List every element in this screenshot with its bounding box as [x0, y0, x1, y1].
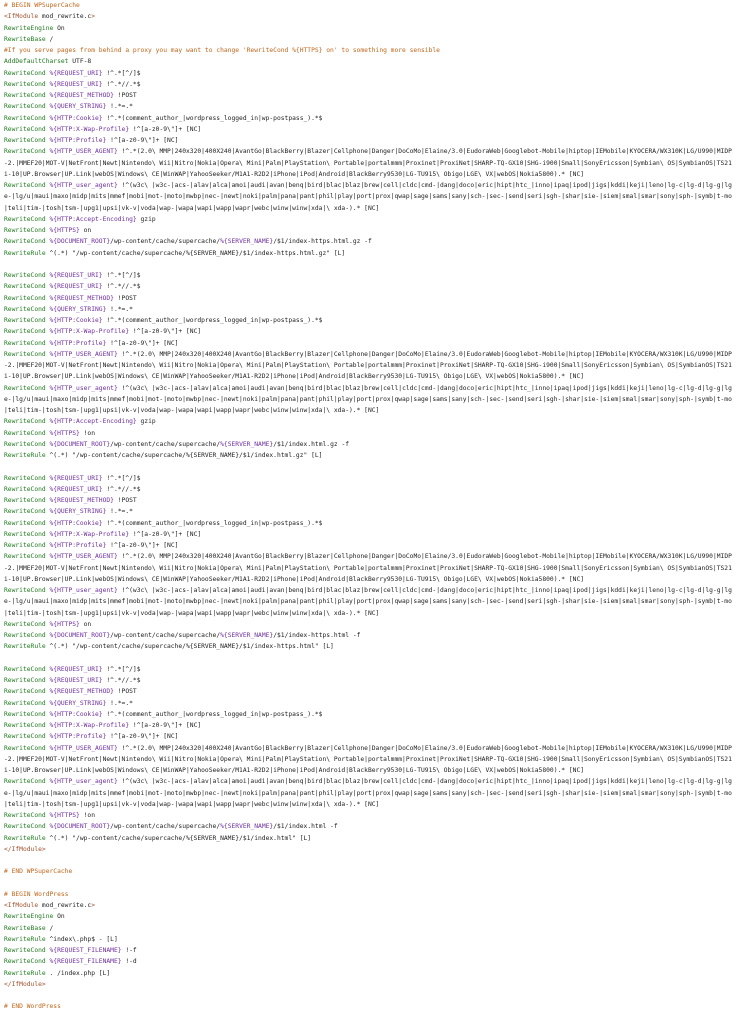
code-token-variable: %{SERVER_NAME}	[220, 238, 274, 246]
code-token-variable: %{HTTP:Accept-Encoding}	[49, 215, 137, 223]
code-token-variable: %{QUERY_STRING}	[49, 305, 107, 313]
code-token-text: ^(.*) "/wp-content/cache/supercache/%{SERVER_NAME}/$1/index.html.gz" [L]	[45, 452, 323, 459]
code-token-text: !^.*[^/]$	[102, 474, 141, 482]
code-token-keyword: RewriteCond	[4, 699, 46, 707]
code-line	[4, 79, 735, 90]
code-line	[4, 34, 735, 45]
code-token-text: gzip	[136, 215, 156, 223]
code-token-keyword: RewriteCond	[4, 215, 46, 223]
code-token-variable: %{DOCUMENT_ROOT}	[49, 440, 111, 448]
code-line	[4, 585, 735, 619]
code-token-text: !^.*(comment_author_|wordpress_logged_in|wp-postpass_).*$	[102, 710, 323, 718]
code-line	[4, 529, 735, 540]
code-line	[4, 979, 735, 990]
code-token-text: ^(.*) "/wp-content/cache/supercache/%{SERVER_NAME}/$1/index.html" [L]	[45, 834, 312, 842]
code-token-text: /$1/index-https.html -f	[273, 632, 361, 639]
code-token-text: !.*=.*	[106, 305, 133, 313]
code-token-variable: %{DOCUMENT_ROOT}	[49, 238, 111, 246]
code-token-keyword: RewriteCond	[4, 530, 46, 538]
code-token-variable: %{HTTP:Profile}	[49, 137, 107, 144]
code-token-text: !^[a-z0-9\"]+ [NC]	[106, 542, 179, 549]
code-line	[4, 473, 735, 484]
code-token-keyword: RewriteCond	[4, 103, 46, 111]
code-line	[4, 619, 735, 630]
code-token-variable: %{HTTP:X-Wap-Profile}	[49, 328, 130, 336]
code-line	[4, 259, 735, 270]
code-token-keyword: RewriteCond	[4, 812, 46, 819]
code-line	[4, 326, 735, 337]
code-line	[4, 630, 735, 641]
code-line	[4, 821, 735, 832]
code-token-text: !.*=.*	[106, 699, 133, 707]
code-token-keyword: RewriteCond	[4, 485, 46, 493]
code-token-keyword: RewriteCond	[4, 92, 46, 99]
code-token-keyword: RewriteCond	[4, 227, 46, 234]
code-token-text: /$1/index.html -f	[273, 823, 338, 831]
code-token-variable: %{REQUEST_URI}	[49, 665, 103, 673]
code-token-keyword: RewriteBase	[4, 924, 46, 932]
code-line	[4, 934, 735, 945]
code-token-variable: %{REQUEST_URI}	[49, 69, 103, 77]
code-token-text: !^.*//.*$	[102, 80, 141, 88]
code-token-keyword: RewriteRule	[4, 935, 46, 943]
code-token-text: !^[a-z0-9\"]+ [NC]	[106, 137, 179, 144]
code-line	[4, 686, 735, 697]
code-token-keyword: RewriteCond	[4, 418, 46, 426]
code-token-keyword: RewriteCond	[4, 497, 46, 504]
code-token-comment: # BEGIN WPSuperCache	[4, 2, 80, 9]
code-token-variable: %{HTTP:Cookie}	[49, 519, 103, 527]
code-token-keyword: RewriteCond	[4, 350, 46, 358]
code-token-keyword: RewriteCond	[4, 587, 46, 594]
code-token-text: !-f	[121, 947, 137, 954]
code-token-keyword: RewriteCond	[4, 744, 46, 752]
code-token-text: !^.*(2.0\ MMP|240x320|400X240|AvantGo|BlackBerry|Blazer|Cellphone|Danger|DoCoMo|Elaine/3.0|EudoraWeb|Googlebot-Mobile|hiptop|IEMobile|KYOCERA/WX310K|LG/U990|MIDP-2.|MMEF20|MOT-V|NetFront|Newt|Nintendo\ Wii|Nitro|Nokia|Opera\ Mini|Palm|PlayStation\ Portable|portalmmm|Proxinet|ProxiNet|SHARP-TQ-GX10|SHG-i900|Small|SonyEricsson|Symbian\ OS|SymbianOS|TS21i-10|UP.Browser|UP.Link|webOS|Windows\ CE|WinWAP|YahooSeeker/M1A1-R2D2|iPhone|iPod|Android|BlackBerry9530|LG-TU915\ Obigo|LGE\ VX|webOS|Nokia5800).* [NC]	[4, 148, 732, 178]
code-token-text: ^(.*) "/wp-content/cache/supercache/%{SERVER_NAME}/$1/index-https.html" [L]	[45, 643, 334, 651]
code-token-variable: %{HTTPS}	[49, 429, 80, 437]
code-token-variable: %{REQUEST_METHOD}	[49, 92, 114, 99]
code-token-keyword: RewriteCond	[4, 182, 46, 189]
code-token-text: !^[a-z0-9\"]+ [NC]	[129, 328, 202, 336]
code-line	[4, 439, 735, 450]
code-token-variable: %{SERVER_NAME}	[220, 823, 274, 831]
code-line	[4, 293, 735, 304]
code-token-text: !-d	[121, 958, 137, 966]
code-token-variable: %{SERVER_NAME}	[220, 440, 274, 448]
code-token-text: !^.*(2.0\ MMP|240x320|400X240|AvantGo|BlackBerry|Blazer|Cellphone|Danger|DoCoMo|Elaine/3.0|EudoraWeb|Googlebot-Mobile|hiptop|IEMobile|KYOCERA/WX310K|LG/U990|MIDP-2.|MMEF20|MOT-V|NetFront|Newt|Nintendo\ Wii|Nitro|Nokia|Opera\ Mini|Palm|PlayStation\ Portable|portalmmm|Proxinet|ProxiNet|SHARP-TQ-GX10|SHG-i900|Small|SonyEricsson|Symbian\ OS|SymbianOS|TS21i-10|UP.Browser|UP.Link|webOS|Windows\ CE|WinWAP|YahooSeeker/M1A1-R2D2|iPhone|iPod|Android|BlackBerry9530|LG-TU915\ Obigo|LGE\ VX|webOS|Nokia5800).* [NC]	[4, 350, 732, 381]
code-token-variable: %{DOCUMENT_ROOT}	[49, 823, 111, 831]
code-line	[4, 383, 735, 417]
code-token-keyword: RewriteCond	[4, 542, 46, 549]
code-line	[4, 113, 735, 124]
code-token-keyword: RewriteCond	[4, 632, 46, 639]
code-token-keyword: RewriteCond	[4, 947, 46, 954]
code-token-variable: %{HTTP:Profile}	[49, 339, 107, 347]
code-line	[4, 23, 735, 34]
code-token-keyword: RewriteCond	[4, 137, 46, 144]
code-line	[4, 540, 735, 551]
code-token-variable: %{DOCUMENT_ROOT}	[49, 632, 111, 639]
code-token-variable: %{HTTP_user_agent}	[49, 384, 118, 392]
code-line	[4, 68, 735, 79]
code-token-variable: %{REQUEST_URI}	[49, 677, 103, 684]
code-line	[4, 315, 735, 326]
code-token-text: !^[a-z0-9\"]+ [NC]	[129, 530, 202, 538]
code-token-variable: %{HTTP:Cookie}	[49, 710, 103, 718]
code-token-text: . /index.php [L]	[45, 969, 111, 977]
code-token-variable: %{HTTP:Profile}	[49, 542, 107, 549]
code-token-text: ^(.*) "/wp-content/cache/supercache/%{SERVER_NAME}/$1/index-https.html.gz" [L]	[45, 249, 346, 257]
code-line	[4, 855, 735, 866]
code-token-keyword: RewriteCond	[4, 733, 46, 741]
code-token-keyword: RewriteCond	[4, 125, 46, 133]
code-line	[4, 225, 735, 236]
code-token-text: !.*=.*	[106, 103, 133, 111]
code-token-keyword: RewriteCond	[4, 384, 46, 392]
code-token-keyword: RewriteCond	[4, 823, 46, 831]
code-token-text: !^[a-z0-9\"]+ [NC]	[129, 722, 202, 729]
code-token-tag: </IfModule>	[4, 980, 46, 988]
code-token-keyword: RewriteCond	[4, 710, 46, 718]
code-line	[4, 270, 735, 281]
code-line	[4, 844, 735, 855]
code-token-keyword: RewriteRule	[4, 834, 46, 842]
code-line	[4, 709, 735, 720]
code-token-text: /wp-content/cache/supercache/	[110, 238, 221, 246]
code-token-variable: %{HTTP:Cookie}	[49, 114, 103, 122]
code-token-keyword: RewriteCond	[4, 722, 46, 729]
code-token-variable: %{HTTP_user_agent}	[49, 778, 118, 786]
code-line	[4, 551, 735, 585]
code-token-text: !^.*[^/]$	[102, 272, 141, 279]
code-token-keyword: RewriteCond	[4, 283, 46, 291]
code-token-variable: %{HTTPS}	[49, 227, 80, 234]
code-token-tag: </IfModule>	[4, 845, 46, 853]
code-token-keyword: RewriteCond	[4, 305, 46, 313]
code-token-text: /	[45, 35, 54, 43]
code-line	[4, 124, 735, 135]
code-line	[4, 56, 735, 67]
code-line	[4, 146, 735, 180]
code-token-variable: %{REQUEST_METHOD}	[49, 294, 114, 302]
code-token-text: !^(w3c\ |w3c-|acs-|alav|alca|amoi|audi|avan|benq|bird|blac|blaz|brew|cell|cldc|cmd-|dang|doco|eric|hipt|htc_|inno|ipaq|ipod|jigs|kddi|keji|leno|lg-c|lg-d|lg-g|lge-|lg/u|maui|maxo|midp|mits|mmef|mobi|mot-|moto|mwbp|nec-|newt|noki|palm|pana|pant|phil|play|port|prox|qwap|sage|sams|sany|sch-|sec-|send|seri|sgh-|shar|sie-|siem|smal|smar|sony|sph-|symb|t-mo|teli|tim-|tosh|tsm-|upg1|upsi|vk-v|voda|wap-|wapa|wapi|wapp|wapr|webc|winw|winw|xda|\ xda-).* [NC]	[4, 778, 732, 808]
code-line	[4, 664, 735, 675]
code-token-text: !^.*//.*$	[102, 677, 141, 684]
code-line	[4, 304, 735, 315]
code-token-keyword: RewriteCond	[4, 294, 46, 302]
code-token-tag: <IfModule	[4, 902, 39, 909]
code-token-keyword: RewriteRule	[4, 969, 46, 977]
code-token-keyword: RewriteCond	[4, 69, 46, 77]
code-token-text: /$1/index.html.gz -f	[273, 440, 350, 448]
code-line	[4, 236, 735, 247]
code-token-text: !^.*(2.0\ MMP|240x320|400X240|AvantGo|BlackBerry|Blazer|Cellphone|Danger|DoCoMo|Elaine/3.0|EudoraWeb|Googlebot-Mobile|hiptop|IEMobile|KYOCERA/WX310K|LG/U990|MIDP-2.|MMEF20|MOT-V|NetFront|Newt|Nintendo\ Wii|Nitro|Nokia|Opera\ Mini|Palm|PlayStation\ Portable|portalmmm|Proxinet|ProxiNet|SHARP-TQ-GX10|SHG-i900|Small|SonyEricsson|Symbian\ OS|SymbianOS|TS21i-10|UP.Browser|UP.Link|webOS|Windows\ CE|WinWAP|YahooSeeker/M1A1-R2D2|iPhone|iPod|Android|BlackBerry9530|LG-TU915\ Obigo|LGE\ VX|webOS|Nokia5800).* [NC]	[4, 744, 732, 774]
code-line	[4, 180, 735, 214]
code-line	[4, 641, 735, 652]
code-line	[4, 506, 735, 517]
code-token-variable: %{QUERY_STRING}	[49, 699, 107, 707]
code-token-keyword: RewriteCond	[4, 778, 46, 786]
code-line	[4, 450, 735, 461]
code-token-keyword: RewriteCond	[4, 148, 46, 156]
code-token-variable: %{HTTP_USER_AGENT}	[49, 350, 118, 358]
code-line	[4, 810, 735, 821]
code-line	[4, 461, 735, 472]
code-token-keyword: RewriteCond	[4, 688, 46, 696]
code-token-keyword: RewriteCond	[4, 519, 46, 527]
code-token-text: !^.*//.*$	[102, 283, 141, 291]
code-token-keyword: RewriteCond	[4, 238, 46, 246]
code-token-variable: %{HTTP:X-Wap-Profile}	[49, 722, 130, 729]
code-token-text: /wp-content/cache/supercache/	[110, 632, 221, 639]
code-token-variable: %{REQUEST_URI}	[49, 80, 103, 88]
code-line	[4, 135, 735, 146]
code-token-keyword: RewriteCond	[4, 429, 46, 437]
code-line	[4, 889, 735, 900]
code-token-variable: %{HTTP:Profile}	[49, 733, 107, 741]
code-token-text: !^.*//.*$	[102, 485, 141, 493]
code-token-text: /$1/index-https.html.gz -f	[273, 238, 372, 246]
code-token-keyword: AddDefaultCharset	[4, 58, 69, 66]
code-token-keyword: RewriteCond	[4, 440, 46, 448]
code-token-keyword: RewriteCond	[4, 620, 46, 628]
code-line	[4, 968, 735, 979]
code-line	[4, 214, 735, 225]
code-line	[4, 248, 735, 259]
code-token-text: /wp-content/cache/supercache/	[110, 823, 221, 831]
code-token-keyword: RewriteCond	[4, 508, 46, 516]
code-token-text: mod_rewrite.c	[38, 13, 92, 21]
code-line	[4, 923, 735, 934]
code-token-keyword: RewriteEngine	[4, 24, 54, 32]
code-token-variable: %{HTTPS}	[49, 620, 80, 628]
code-token-keyword: RewriteCond	[4, 317, 46, 324]
code-line	[4, 866, 735, 877]
code-line	[4, 878, 735, 889]
code-line	[4, 833, 735, 844]
code-token-keyword: RewriteRule	[4, 249, 46, 257]
code-token-keyword: RewriteCond	[4, 553, 46, 561]
code-line	[4, 731, 735, 742]
code-token-text: !^[a-z0-9\"]+ [NC]	[129, 125, 202, 133]
code-token-text: !.*=.*	[106, 508, 133, 516]
code-token-variable: %{REQUEST_URI}	[49, 474, 103, 482]
code-token-keyword: RewriteCond	[4, 114, 46, 122]
code-token-keyword: RewriteCond	[4, 80, 46, 88]
code-token-text: !on	[79, 812, 96, 819]
code-token-keyword: RewriteEngine	[4, 913, 54, 921]
code-token-keyword: RewriteRule	[4, 643, 46, 651]
code-line	[4, 1001, 735, 1012]
code-token-variable: %{HTTP:Accept-Encoding}	[49, 418, 137, 426]
code-token-keyword: RewriteBase	[4, 35, 46, 43]
code-token-text: /	[45, 924, 54, 932]
code-line	[4, 956, 735, 967]
code-token-variable: %{REQUEST_URI}	[49, 485, 103, 493]
code-token-text: On	[53, 913, 65, 921]
code-token-variable: %{REQUEST_METHOD}	[49, 497, 114, 504]
code-token-keyword: RewriteCond	[4, 958, 46, 966]
code-line	[4, 698, 735, 709]
code-token-text: !^[a-z0-9\"]+ [NC]	[106, 733, 179, 741]
code-token-text: !^(w3c\ |w3c-|acs-|alav|alca|amoi|audi|avan|benq|bird|blac|blaz|brew|cell|cldc|cmd-|dang|doco|eric|hipt|htc_|inno|ipaq|ipod|jigs|kddi|keji|leno|lg-c|lg-d|lg-g|lge-|lg/u|maui|maxo|midp|mits|mmef|mobi|mot-|moto|mwbp|nec-|newt|noki|palm|pana|pant|phil|play|port|prox|qwap|sage|sams|sany|sch-|sec-|send|seri|sgh-|shar|sie-|siem|smal|smar|sony|sph-|symb|t-mo|teli|tim-|tosh|tsm-|upg1|upsi|vk-v|voda|wap-|wapa|wapi|wapp|wapr|webc|winw|winw|xda|\ xda-).* [NC]	[4, 587, 732, 617]
code-token-text: !^(w3c\ |w3c-|acs-|alav|alca|amoi|audi|avan|benq|bird|blac|blaz|brew|cell|cldc|cmd-|dang|doco|eric|hipt|htc_|inno|ipaq|ipod|jigs|kddi|keji|leno|lg-c|lg-d|lg-g|lge-|lg/u|maui|maxo|midp|mits|mmef|mobi|mot-|moto|mwbp|nec-|newt|noki|palm|pana|pant|phil|play|port|prox|qwap|sage|sams|sany|sch-|sec-|send|seri|sgh-|shar|sie-|siem|smal|smar|sony|sph-|symb|t-mo|teli|tim-|tosh|tsm-|upg1|upsi|vk-v|voda|wap-|wapa|wapi|wapp|wapr|webc|winw|winw|xda|\ xda-).* [NC]	[4, 384, 732, 414]
code-token-text: gzip	[136, 418, 156, 426]
code-token-variable: %{SERVER_NAME}	[220, 632, 274, 639]
code-token-variable: %{QUERY_STRING}	[49, 508, 107, 516]
code-token-variable: %{REQUEST_FILENAME}	[49, 947, 122, 954]
code-token-variable: %{REQUEST_URI}	[49, 272, 103, 279]
code-token-text: /wp-content/cache/supercache/	[110, 440, 221, 448]
code-token-text: !^.*(comment_author_|wordpress_logged_in|wp-postpass_).*$	[102, 114, 323, 122]
code-token-variable: %{HTTP_USER_AGENT}	[49, 553, 118, 561]
code-line	[4, 338, 735, 349]
code-line	[4, 11, 735, 22]
code-token-variable: %{REQUEST_METHOD}	[49, 688, 114, 696]
code-token-variable: %{HTTP_user_agent}	[49, 182, 118, 189]
code-token-variable: %{HTTPS}	[49, 812, 80, 819]
code-line	[4, 675, 735, 686]
code-token-keyword: RewriteCond	[4, 677, 46, 684]
code-line	[4, 720, 735, 731]
code-token-text: !POST	[113, 497, 137, 504]
code-token-tag: <IfModule	[4, 13, 39, 21]
code-line	[4, 416, 735, 427]
code-token-text: !^.*(comment_author_|wordpress_logged_in|wp-postpass_).*$	[102, 317, 323, 324]
code-token-variable: %{REQUEST_URI}	[49, 283, 103, 291]
code-token-variable: %{HTTP_user_agent}	[49, 587, 118, 594]
code-token-keyword: RewriteCond	[4, 665, 46, 673]
code-line	[4, 990, 735, 1001]
code-token-text: ^index\.php$ - [L]	[45, 935, 118, 943]
code-token-variable: %{HTTP:X-Wap-Profile}	[49, 125, 130, 133]
code-token-text: !^.*[^/]$	[102, 665, 141, 673]
code-token-text: !POST	[113, 294, 137, 302]
code-token-variable: %{HTTP:Cookie}	[49, 317, 103, 324]
code-token-text: !^.*(comment_author_|wordpress_logged_in|wp-postpass_).*$	[102, 519, 323, 527]
code-line	[4, 349, 735, 383]
code-token-text: on	[79, 620, 92, 628]
code-token-variable: %{HTTP_USER_AGENT}	[49, 148, 118, 156]
code-line	[4, 90, 735, 101]
code-token-text: on	[79, 227, 92, 234]
code-token-keyword: RewriteRule	[4, 452, 46, 459]
code-token-text: !^.*[^/]$	[102, 69, 141, 77]
code-line	[4, 281, 735, 292]
code-token-variable: %{HTTP_USER_AGENT}	[49, 744, 118, 752]
code-line	[4, 945, 735, 956]
code-line	[4, 495, 735, 506]
code-token-text: !^(w3c\ |w3c-|acs-|alav|alca|amoi|audi|avan|benq|bird|blac|blaz|brew|cell|cldc|cmd-|dang|doco|eric|hipt|htc_|inno|ipaq|ipod|jigs|kddi|keji|leno|lg-c|lg-d|lg-g|lge-|lg/u|maui|maxo|midp|mits|mmef|mobi|mot-|moto|mwbp|nec-|newt|noki|palm|pana|pant|phil|play|port|prox|qwap|sage|sams|sany|sch-|sec-|send|seri|sgh-|shar|sie-|siem|smal|smar|sony|sph-|symb|t-mo|teli|tim-|tosh|tsm-|upg1|upsi|vk-v|voda|wap-|wapa|wapi|wapp|wapr|webc|winw|winw|xda|\ xda-).* [NC]	[4, 182, 732, 212]
code-token-variable: %{HTTP:X-Wap-Profile}	[49, 530, 130, 538]
code-line	[4, 0, 735, 11]
code-line	[4, 428, 735, 439]
code-token-keyword: RewriteCond	[4, 474, 46, 482]
code-line	[4, 776, 735, 810]
code-token-comment: # BEGIN WordPress	[4, 890, 69, 898]
code-token-keyword: RewriteCond	[4, 272, 46, 279]
code-token-text: !POST	[113, 688, 137, 696]
code-token-variable: %{REQUEST_FILENAME}	[49, 958, 122, 966]
code-token-tag: >	[91, 13, 95, 21]
code-token-text: !POST	[113, 92, 137, 99]
code-token-text: !^[a-z0-9\"]+ [NC]	[106, 339, 179, 347]
code-token-text: On	[53, 24, 65, 32]
code-token-tag: >	[91, 902, 95, 909]
code-token-keyword: RewriteCond	[4, 328, 46, 336]
code-line	[4, 101, 735, 112]
code-line	[4, 900, 735, 911]
code-token-comment: # END WordPress	[4, 1003, 61, 1011]
code-token-text: mod_rewrite.c	[38, 902, 92, 909]
code-token-text: !on	[79, 429, 96, 437]
code-token-keyword: RewriteCond	[4, 339, 46, 347]
code-token-text: !^.*(2.0\ MMP|240x320|400X240|AvantGo|BlackBerry|Blazer|Cellphone|Danger|DoCoMo|Elaine/3.0|EudoraWeb|Googlebot-Mobile|hiptop|IEMobile|KYOCERA/WX310K|LG/U990|MIDP-2.|MMEF20|MOT-V|NetFront|Newt|Nintendo\ Wii|Nitro|Nokia|Opera\ Mini|Palm|PlayStation\ Portable|portalmmm|Proxinet|ProxiNet|SHARP-TQ-GX10|SHG-i900|Small|SonyEricsson|Symbian\ OS|SymbianOS|TS21i-10|UP.Browser|UP.Link|webOS|Windows\ CE|WinWAP|YahooSeeker/M1A1-R2D2|iPhone|iPod|Android|BlackBerry9530|LG-TU915\ Obigo|LGE\ VX|webOS|Nokia5800).* [NC]	[4, 553, 732, 583]
code-line	[4, 518, 735, 529]
code-token-text: UTF-8	[68, 58, 92, 66]
code-token-variable: %{QUERY_STRING}	[49, 103, 107, 111]
code-line	[4, 484, 735, 495]
code-token-comment: #If you serve pages from behind a proxy you may want to change 'RewriteCond %{HTTPS} on' to something more sensible	[4, 47, 440, 54]
code-line	[4, 911, 735, 922]
code-line	[4, 45, 735, 56]
code-token-comment: # END WPSuperCache	[4, 868, 73, 876]
code-line	[4, 743, 735, 777]
code-line	[4, 653, 735, 664]
